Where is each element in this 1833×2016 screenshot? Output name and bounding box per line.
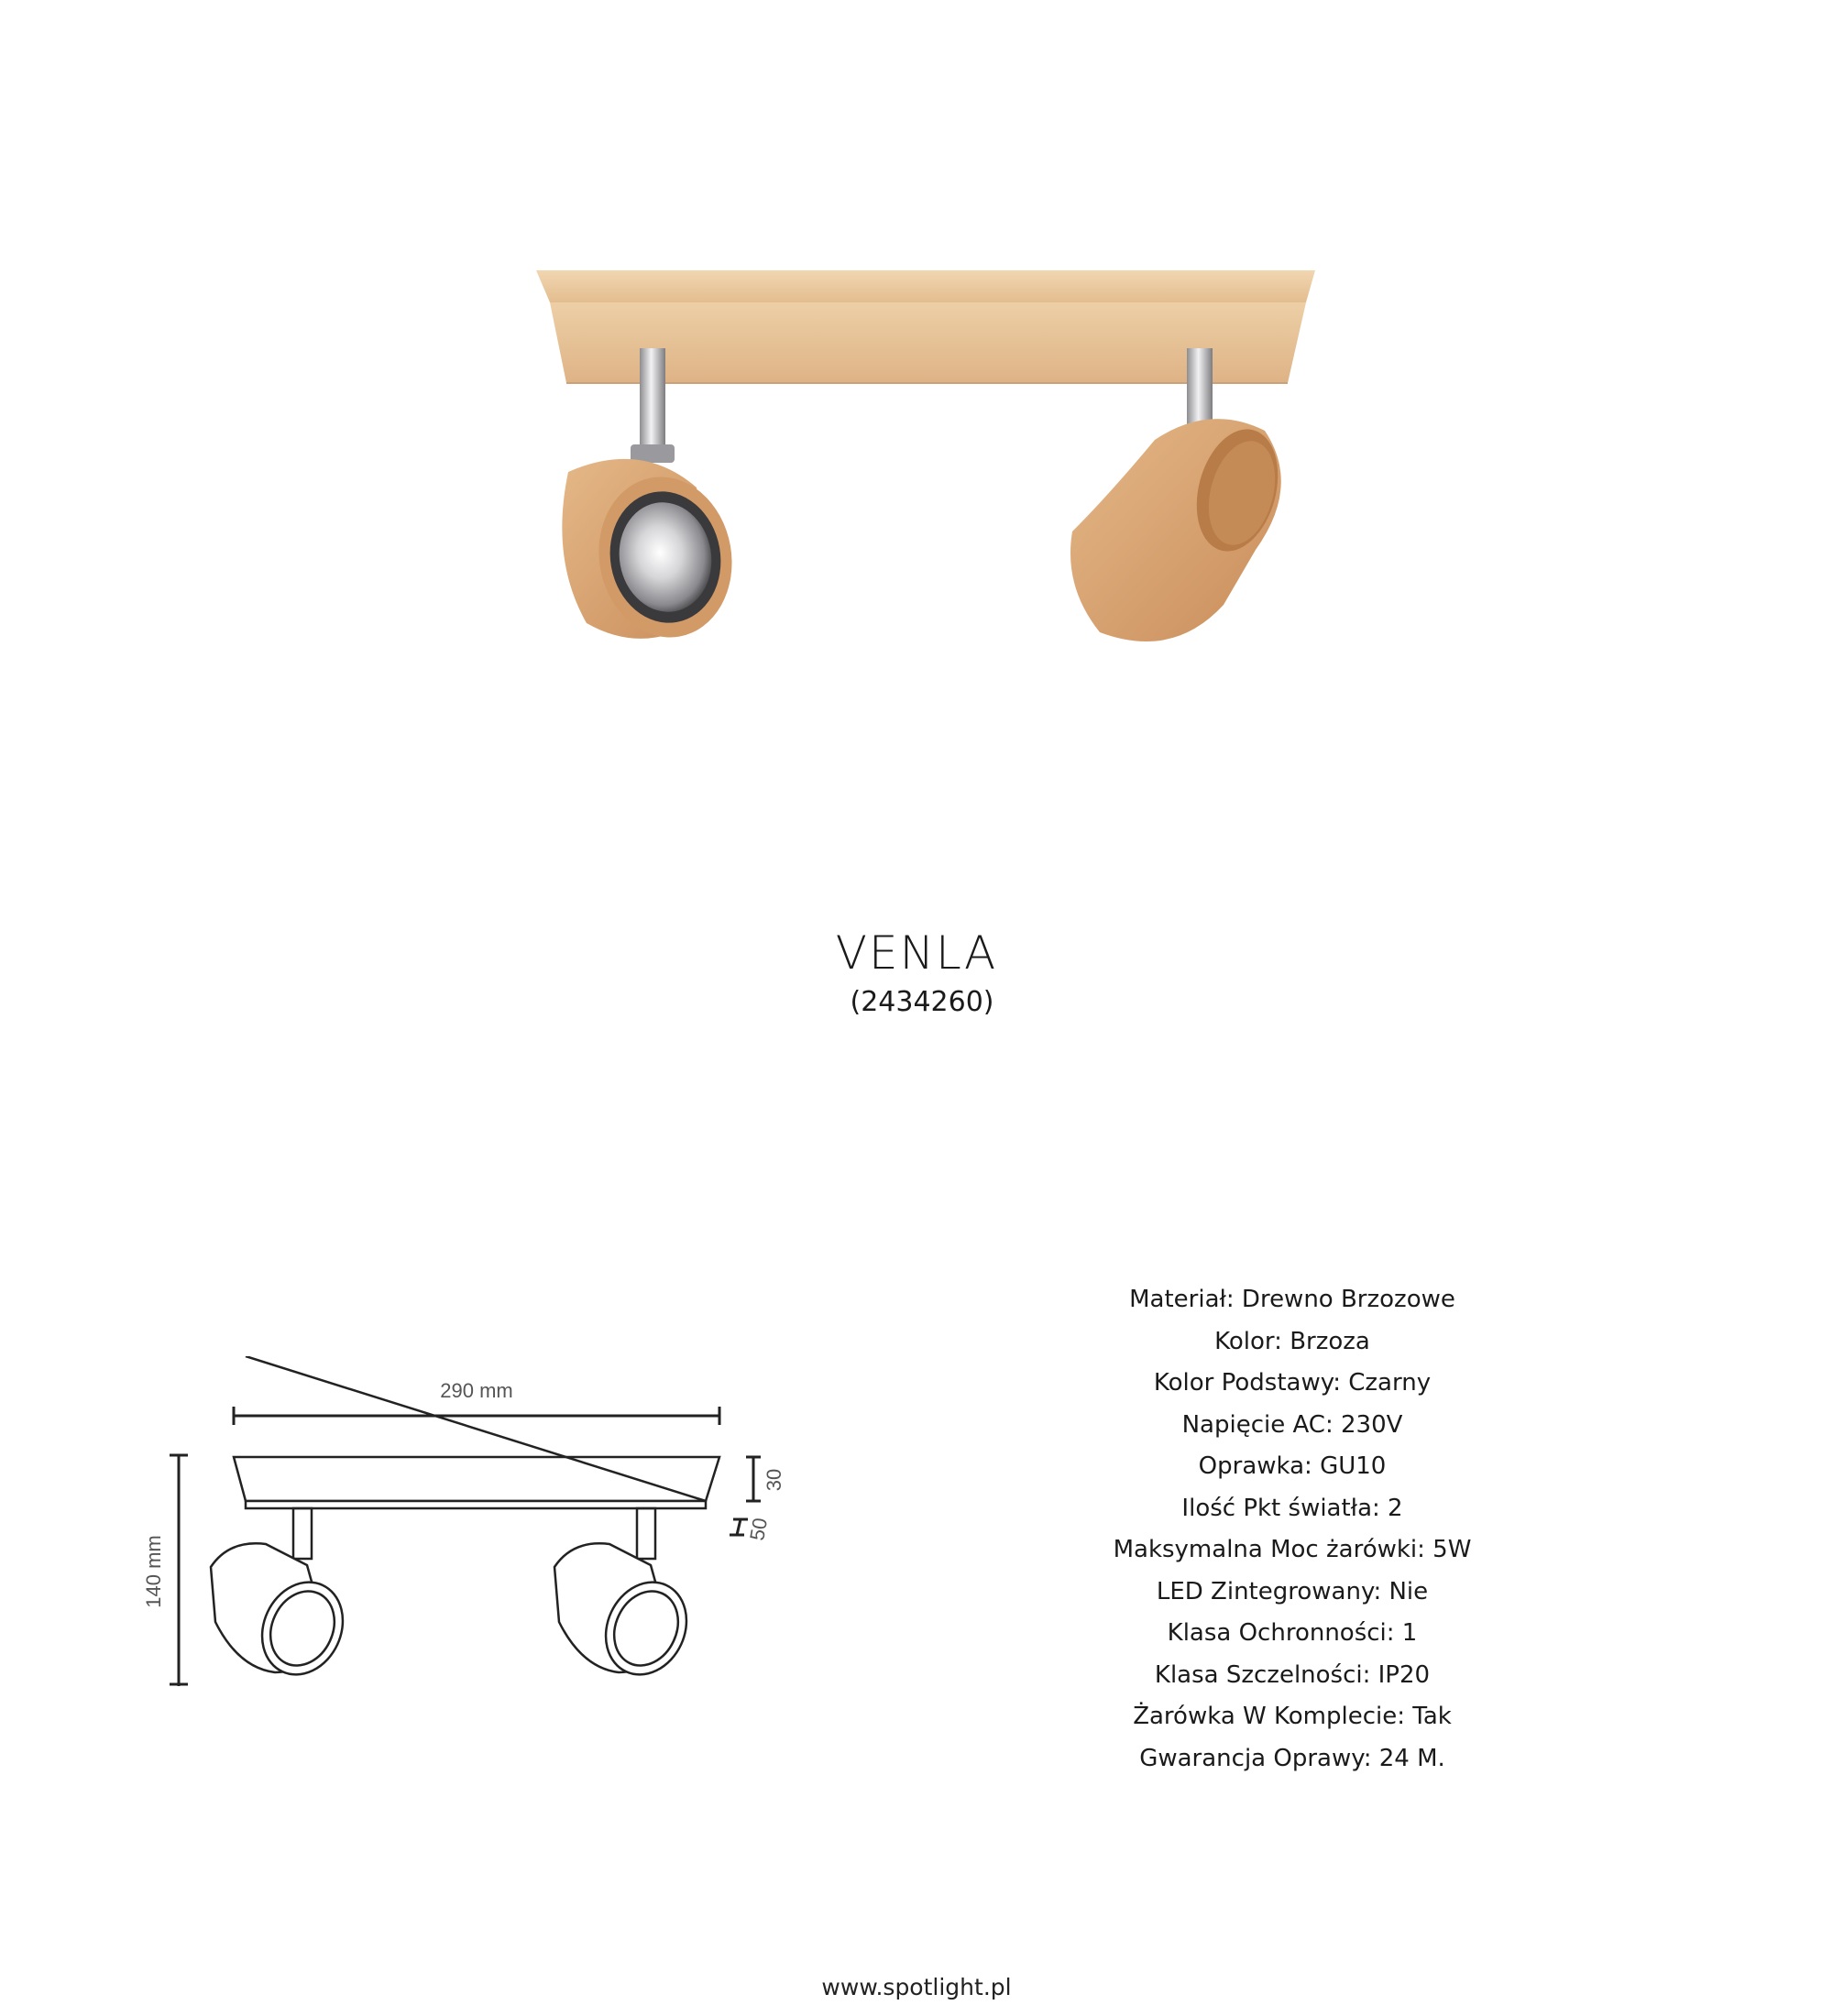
product-title-block [0,926,1833,1018]
height-dimension [142,1455,188,1686]
drawing-left-lamp [211,1508,357,1686]
product-name: VENLA [835,926,998,980]
spec-socket: Oprawka: GU10 [1198,1452,1387,1480]
spec-warranty: Gwarancja Oprawy: 24 M. [1139,1744,1445,1772]
product-photo [513,257,1338,678]
stem-label: 50 [745,1516,773,1542]
spec-integrated-led: LED Zintegrowany: Nie [1156,1577,1429,1605]
product-code: (2434260) [850,986,994,1018]
base-height-label: 30 [763,1468,785,1492]
spec-light-points: Ilość Pkt światła: 2 [1181,1494,1403,1522]
specifications-list [1008,1279,1576,1780]
technical-drawing [128,1356,825,1686]
spec-color: Kolor: Brzoza [1214,1327,1370,1355]
spec-protection-class: Klasa Ochronności: 1 [1167,1619,1418,1647]
spec-voltage: Napięcie AC: 230V [1181,1410,1403,1439]
height-label: 140 mm [142,1535,165,1608]
spec-base-color: Kolor Podstawy: Czarny [1153,1369,1432,1397]
footer-url[interactable]: www.spotlight.pl [821,1974,1012,2000]
base-height-dimension [746,1457,785,1501]
drawing-right-lamp [554,1508,701,1686]
right-spotlight [1070,348,1290,641]
width-label: 290 mm [440,1379,513,1402]
lamp-illustration [513,257,1338,678]
spec-ip-rating: Klasa Szczelności: IP20 [1154,1660,1431,1689]
dimension-drawing [128,1356,825,1686]
width-dimension [234,1379,719,1425]
stem-dimension [730,1516,772,1541]
spec-material: Materiał: Drewno Brzozowe [1129,1286,1455,1313]
left-spotlight [562,348,744,648]
spec-bulb-included: Żarówka W Komplecie: Tak [1133,1703,1452,1730]
spec-max-power: Maksymalna Moc żarówki: 5W [1113,1536,1472,1563]
